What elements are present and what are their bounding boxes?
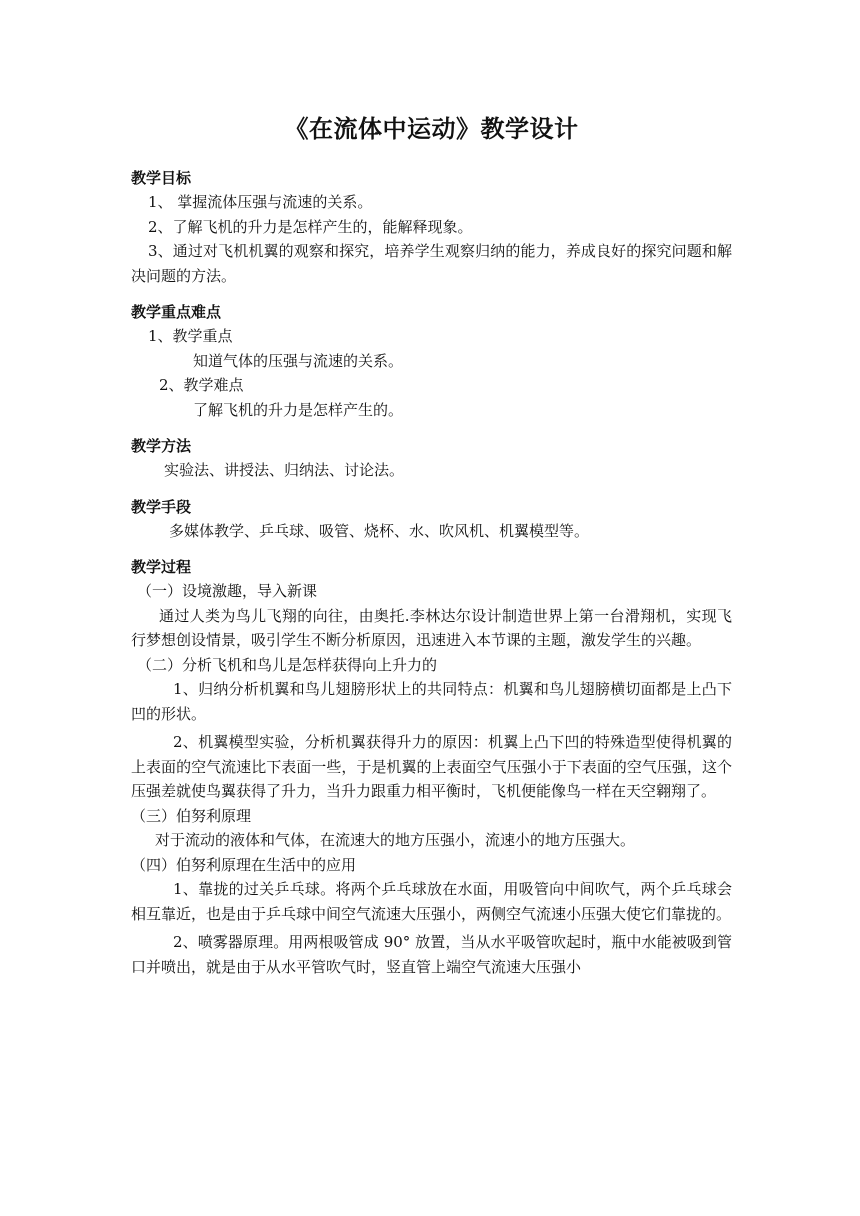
objective-item-1: 1、 掌握流体压强与流速的关系。 xyxy=(148,193,373,211)
process-part2-title: （二）分析飞机和鸟儿是怎样获得向上升力的 xyxy=(137,655,438,674)
process-part1-title: （一）设境激趣，导入新课 xyxy=(137,582,318,600)
objective-item-3: 3、通过对飞机机翼的观察和探究，培养学生观察归纳的能力，养成良好的探究问题和解决问题的方法。 xyxy=(131,242,732,285)
key-point-label: 1、教学重点 xyxy=(148,327,233,345)
process-part2-item1: 1、归纳分析机翼和鸟儿翅膀形状上的共同特点：机翼和鸟儿翅膀横切面都是上凸下凹的形状。 xyxy=(131,680,732,723)
difficult-point-text: 了解飞机的升力是怎样产生的。 xyxy=(193,400,404,419)
methods-heading: 教学方法 xyxy=(131,437,192,455)
objectives-section xyxy=(131,166,732,288)
objectives-heading: 教学目标 xyxy=(131,169,192,187)
methods-section xyxy=(131,434,732,483)
process-part4-item1: 1、靠拢的过关乒乓球。将两个乒乓球放在水面，用吸管向中间吹气，两个乒乓球会相互靠近，也是由于乒乓球中间空气流速大压强小，两侧空气流速小压强大使它们靠拢的。 xyxy=(131,880,732,923)
process-section xyxy=(131,555,732,979)
methods-text: 实验法、讲授法、归纳法、讨论法。 xyxy=(164,461,405,479)
process-part4-item2: 2、喷雾器原理。用两根吸管成 90° 放置，当从水平吸管吹起时，瓶中水能被吸到管口并喷出，就是由于从水平管吹气时，竖直管上端空气流速大压强小 xyxy=(131,933,732,976)
means-text: 多媒体教学、乒乓球、吸管、烧杯、水、吹风机、机翼模型等。 xyxy=(169,521,590,540)
key-points-heading: 教学重点难点 xyxy=(131,303,222,321)
process-part3-text: 对于流动的液体和气体，在流速大的地方压强小，流速小的地方压强大。 xyxy=(155,831,636,849)
key-point-text: 知道气体的压强与流速的关系。 xyxy=(193,351,404,370)
process-part2-item2: 2、机翼模型实验，分析机翼获得升力的原因：机翼上凸下凹的特殊造型使得机翼的上表面的空气流速比下表面一些，于是机翼的上表面空气压强小于下表面的空气压强，这个压强差就使鸟翼获得了升力，当升力跟重力相平衡时，飞机便能像鸟一样在天空翱翔了。 xyxy=(131,733,732,800)
key-points-section xyxy=(131,300,732,422)
process-part1-text: 通过人类为鸟儿飞翔的向往，由奥托.李林达尔设计制造世界上第一台滑翔机，实现飞行梦想创设情景，吸引学生不断分析原因，迅速进入本节课的主题，激发学生的兴趣。 xyxy=(131,606,732,649)
objective-item-2: 2、了解飞机的升力是怎样产生的，能解释现象。 xyxy=(148,217,473,236)
document-title: 《在流体中运动》教学设计 xyxy=(284,115,579,143)
process-part4-title: （四）伯努利原理在生活中的应用 xyxy=(131,855,357,874)
means-section xyxy=(131,495,732,544)
means-heading: 教学手段 xyxy=(131,497,192,516)
process-part3-title: （三）伯努利原理 xyxy=(131,806,252,825)
difficult-point-label: 2、教学难点 xyxy=(159,376,244,394)
process-heading: 教学过程 xyxy=(131,558,192,576)
